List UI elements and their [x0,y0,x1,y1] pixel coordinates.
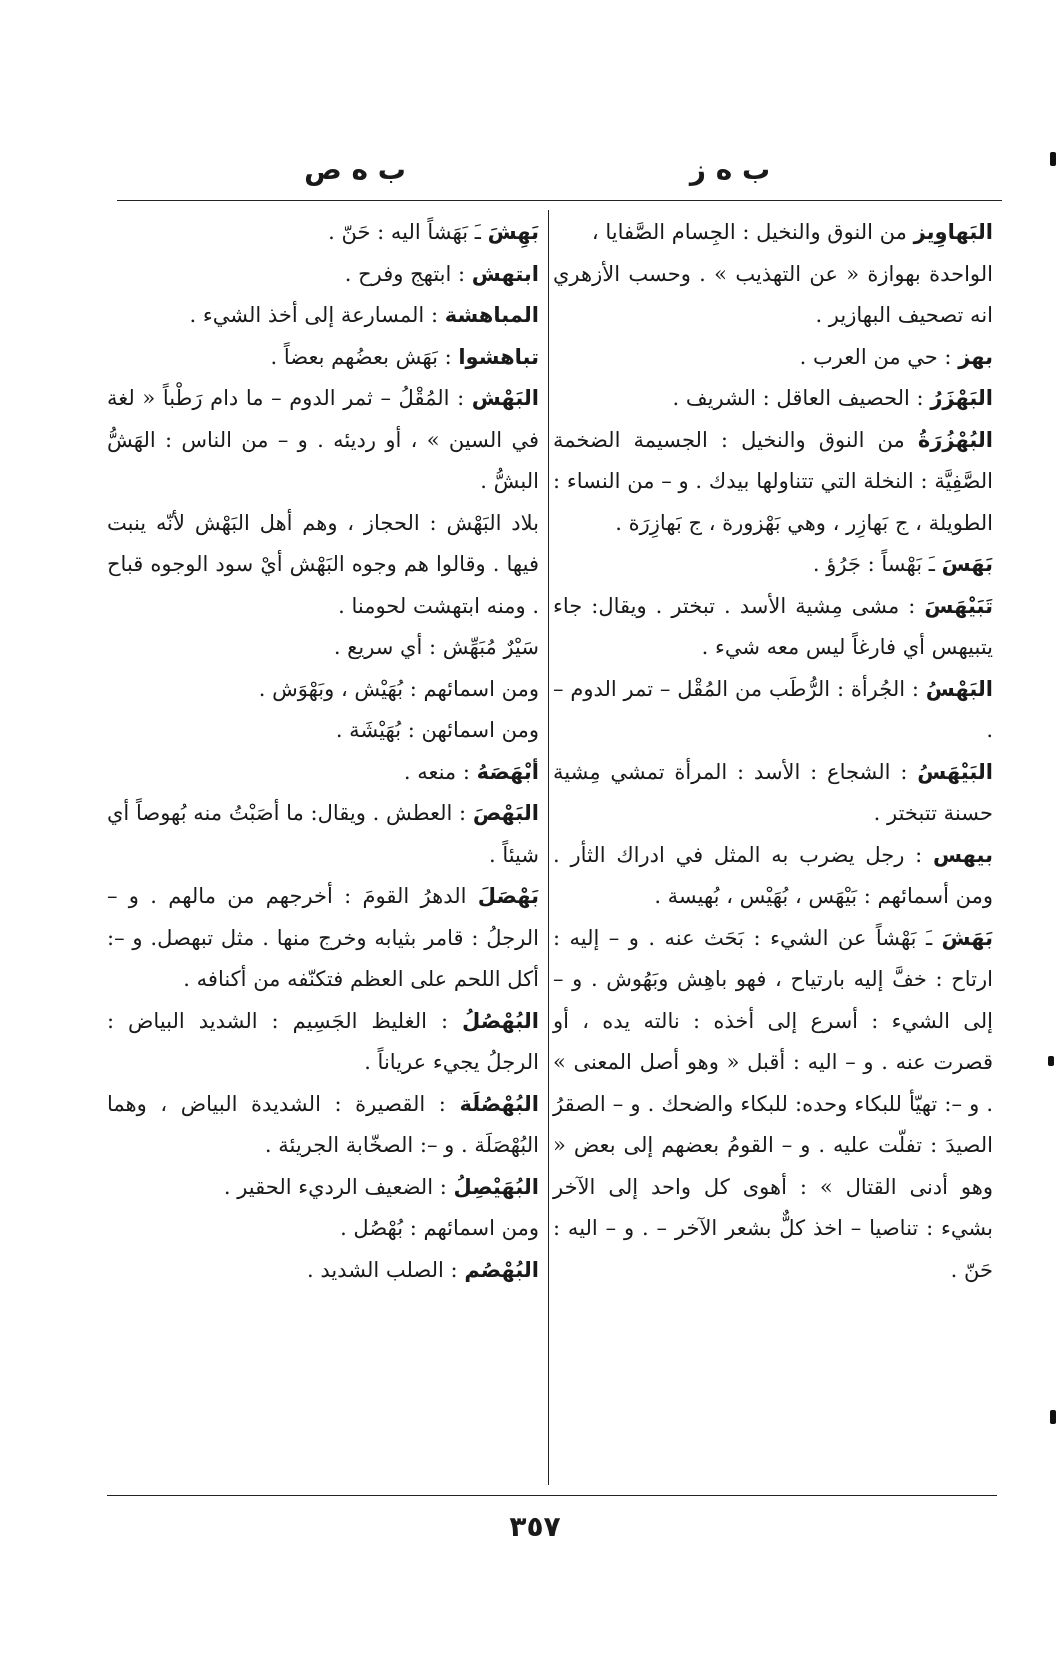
entry-definition: من النوق والنخيل : الجِسام الصَّفايا ، [591,220,907,244]
margin-mark [1050,1410,1056,1424]
entry-definition: : الضعيف الرديء الحقير . [223,1174,447,1199]
entry-definition: : رجل يضرب به المثل في ادراك الثأر . ومن أسمائهم : بَيْهَس ، بُهَيْس ، بُهيسة . [553,842,993,908]
entry-definition: ـَ بَهْساً : جَرُؤ . [812,552,935,576]
dictionary-entry [107,710,539,752]
entry-definition: : العطش . ويقال: ما أصَبْتُ منه بُهوصاً أي شيئاً . [107,801,539,867]
dictionary-entry [107,378,539,503]
entry-definition: : المُقْلُ – ثمر الدوم – ما دام رَطْباً « لغة في السين » ، أو رديئه . و – من الناس : الهَشُّ البشُّ . [107,386,539,493]
margin-mark [1048,1056,1054,1066]
entry-headword: بيهس [932,842,993,867]
entry-definition: : ابتهج وفرح . [344,261,466,286]
entry-definition: ومن اسمائهم : بُهَيْش ، وبَهْوَش . [258,676,539,701]
page-header-right: ب ه ز [689,153,771,186]
dictionary-entry [553,669,993,752]
entry-headword: البُهْصُلُ [462,1008,539,1033]
entry-definition: : حي من العرب . [799,344,952,369]
dictionary-entry [107,254,539,296]
top-rule [117,200,1002,201]
dictionary-entry [107,1250,539,1292]
page-number: ٣٥٧ [509,1510,561,1543]
entry-definition: : الصلب الشديد . [306,1257,458,1282]
dictionary-entry [107,212,539,254]
entry-headword: بَهَشَ [941,925,993,950]
left-column [107,212,539,1291]
entry-headword: ابتهش [471,261,539,286]
entry-headword: البَهْزَرُ [930,386,993,410]
entry-headword: البُهْصُم [464,1257,539,1282]
entry-headword: البُهْصُلَة [459,1091,539,1116]
margin-mark [1050,152,1056,166]
entry-headword: بهز [958,344,993,369]
entry-definition: ومن اسمائهم : بُهْصُل . [340,1216,539,1240]
dictionary-entry [107,295,539,337]
entry-headword: البُهْزُرَةُ [917,427,993,452]
entry-headword: البَهاوِيز [913,220,993,244]
dictionary-entry [107,1001,539,1084]
entry-definition: : مشى مِشية الأسد . تبختر . ويقال: جاء يتبيهس أي فارغاً ليس معه شيء . [553,593,993,659]
entry-definition: الواحدة بهوازة « عن التهذيب » . وحسب الأزهري انه تصحيف البهازير . [553,261,993,327]
entry-definition: من النوق والنخيل : الجسيمة الضخمة الصَّفِيَّة : النخلة التي تتناولها بيدك . و – من النساء : الطويلة ، ج بَهازِر ، وهي بَهْزورة ، ج بَهازِرَة . [553,427,993,535]
dictionary-entry [107,793,539,876]
dictionary-entry [553,378,993,420]
entry-headword: أبْهَصَهُ [476,759,539,784]
dictionary-entry [553,918,993,1292]
dictionary-entry [107,627,539,669]
entry-headword: تَبَيْهَسَ [924,593,993,618]
dictionary-entry [107,1208,539,1250]
entry-definition: : منعه . [403,759,470,784]
entry-definition: الدهرُ القومَ : أخرجهم من مالهم . و – الرجلُ : قامر بثيابه وخرج منها . مثل تبهصل. و –: أكل اللحم على العظم فتكنّفه من أكنافه . [107,884,539,991]
entry-headword: المباهشة [444,303,539,327]
entry-definition: : القصيرة : الشديدة البياض ، وهما البُهْصَلَة . و –: الصخّابة الجريئة . [107,1091,539,1157]
dictionary-entry [107,669,539,711]
entry-headword: بَهِشَ [487,220,539,244]
dictionary-entry [553,420,993,545]
dictionary-entry [553,835,993,918]
dictionary-entry [107,1084,539,1167]
entry-headword: تباهشوا [458,344,539,369]
entry-headword: البَهْش [471,386,539,410]
dictionary-entry [553,586,993,669]
entry-definition: : الجُرأة : الرُّطَب من المُقْل – تمر الدوم – . [553,676,993,742]
dictionary-entry [553,337,993,379]
entry-definition: : المسارعة إلى أخذ الشيء . [189,303,439,327]
dictionary-entry [107,1167,539,1209]
entry-definition: : الغليظ الجَسِيم : الشديد البياض : الرجلُ يجيء عرياناً . [107,1008,539,1074]
dictionary-entry [107,876,539,1001]
right-column [553,212,993,1291]
entry-definition: بلاد البَهْش : الحجاز ، وهم أهل البَهْش لأنّه ينبت فيها . وقالوا هم وجوه البَهْش أيْ سود الوجوه قباح . ومنه ابتهشت لحومنا . [107,510,539,618]
dictionary-entry [107,337,539,379]
entry-definition: : الشجاع : الأسد : المرأة تمشي مِشية حسنة تتبختر . [553,759,993,825]
entry-definition: : بَهَش بعضُهم بعضاً . [270,344,452,369]
entry-definition: ـَ بَهْشاً عن الشيء : بَحَث عنه . و – إليه : ارتاح : خفَّ إليه بارتياح ، فهو باهِش وبَهُوش . و – إلى الشيء : أسرع إلى أخذه : نالته يده ، أو قصرت عنه . و – اليه : أقبل « وهو أصل المعنى » . و –: تهيّأ للبكاء وحده: للبكاء والضحك . و – الصقرُ الصيدَ : تفلّت عليه . و – القومُ بعضهم إلى بعض « وهو أدنى القتال » : أهوى كل واحد إلى الآخر بشيء : تناصيا – اخذ كلٌّ بشعر الآخر – . و – اليه : حَنّ . [553,925,993,1282]
column-divider [548,210,549,1485]
entry-headword: بَهْصَلَ [477,884,539,908]
entry-definition: ومن اسمائهن : بُهَيْشَة . [335,718,539,742]
entry-headword: البُهَيْصِلُ [453,1174,539,1199]
dictionary-entry [107,752,539,794]
dictionary-entry [553,752,993,835]
entry-definition: ـَ بَهَشاً اليه : حَنّ . [328,220,481,244]
entry-definition: سَيْرٌ مُبَهِّش : أي سريع . [333,635,539,659]
dictionary-entry [553,254,993,337]
entry-headword: البَيْهَسُ [917,759,993,784]
dictionary-entry [553,544,993,586]
dictionary-entry [107,503,539,628]
entry-headword: البَهْسُ [925,676,993,701]
dictionary-entry [553,212,993,254]
entry-definition: : الحصيف العاقل : الشريف . [672,386,924,410]
bottom-rule [107,1495,997,1496]
entry-headword: بَهَسَ [941,552,993,576]
entry-headword: البَهْصَ [472,801,539,825]
page-header-left: ب ه ص [304,153,406,186]
